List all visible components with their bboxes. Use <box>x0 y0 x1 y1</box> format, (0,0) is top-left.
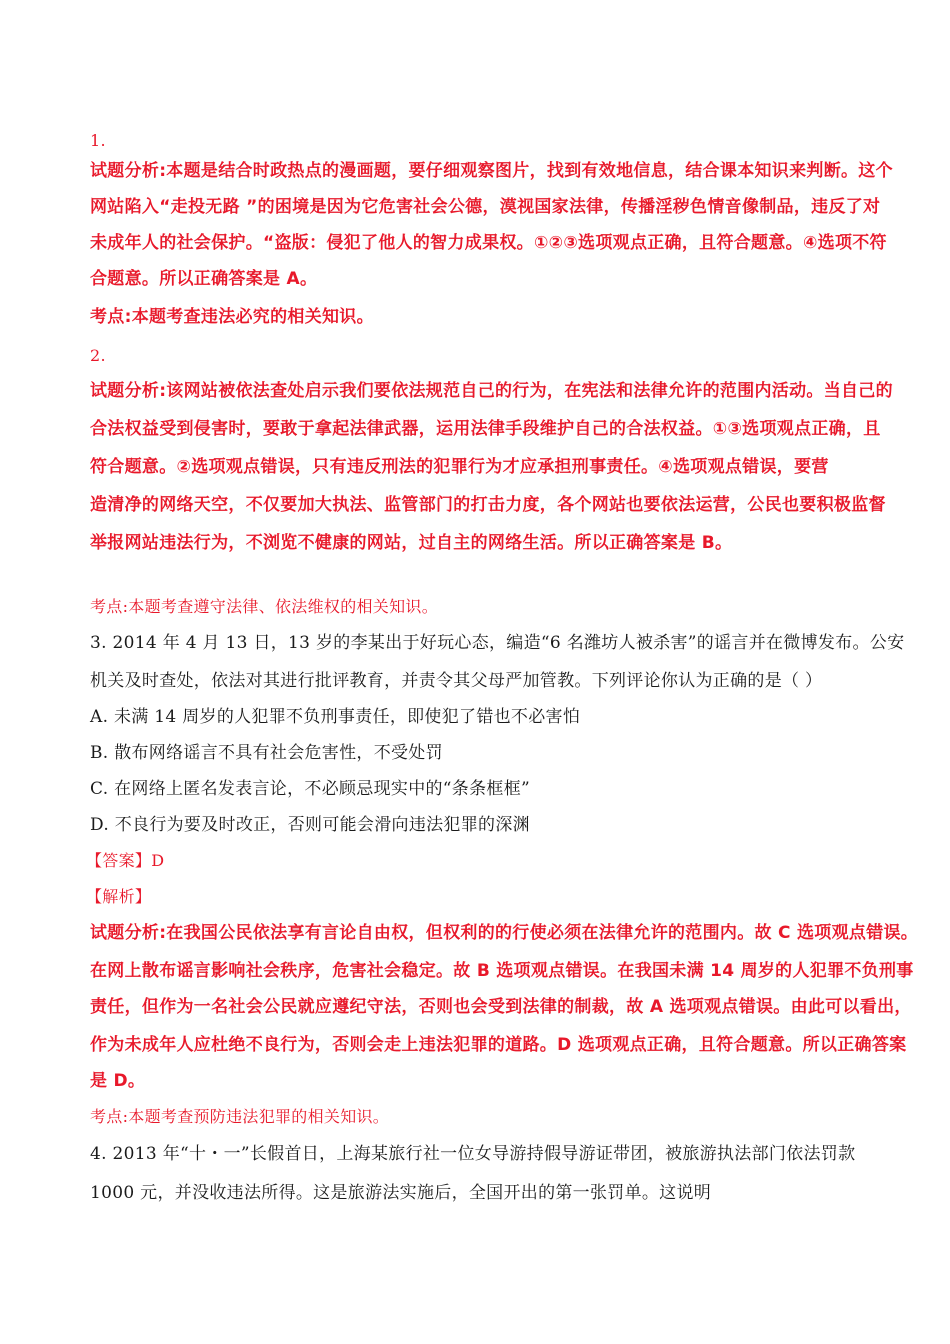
q3-option-c: C. 在网络上匿名发表言论，不必顾忌现实中的“条条框框” <box>90 779 530 799</box>
q1-analysis-line-3: 未成年人的社会保护。“盗版：侵犯了他人的智力成果权。①②③选项观点正确，且符合题意。④选项不符 <box>90 233 887 253</box>
q3-stem-line-1: 3. 2014 年 4 月 13 日，13 岁的李某出于好玩心态，编造“6 名潍坊人被杀害”的谣言并在微博发布。公安 <box>90 633 905 653</box>
q2-analysis-line-5: 举报网站违法行为，不浏览不健康的网站，过自主的网络生活。所以正确答案是 B。 <box>90 533 733 553</box>
q2-analysis-line-1: 试题分析:该网站被依法查处启示我们要依法规范自己的行为，在宪法和法律允许的范围内活动。当自己的 <box>90 381 893 401</box>
q3-analysis-line-5: 是 D。 <box>90 1071 146 1091</box>
q1-analysis-line-4: 合题意。所以正确答案是 A。 <box>90 269 318 289</box>
q3-analysis-line-3: 责任，但作为一名社会公民就应遵纪守法，否则也会受到法律的制裁，故 A 选项观点错误。由此可以看出， <box>90 997 912 1017</box>
q4-stem-line-2: 1000 元，并没收违法所得。这是旅游法实施后，全国开出的第一张罚单。这说明 <box>90 1183 712 1203</box>
q2-point: 考点:本题考查遵守法律、依法维权的相关知识。 <box>90 597 438 616</box>
q2-number: 2. <box>90 346 106 365</box>
q2-analysis-line-2: 合法权益受到侵害时，要敢于拿起法律武器，运用法律手段维护自己的合法权益。①③选项观点正确，且 <box>90 419 881 439</box>
q1-point: 考点:本题考查违法必究的相关知识。 <box>90 307 374 327</box>
q1-number: 1. <box>90 131 106 150</box>
q3-analysis-line-4: 作为未成年人应杜绝不良行为，否则会走上违法犯罪的道路。D 选项观点正确，且符合题意。所以正确答案 <box>90 1035 907 1055</box>
q3-option-a: A. 未满 14 周岁的人犯罪不负刑事责任，即使犯了错也不必害怕 <box>90 707 581 727</box>
q3-analysis-heading: 【解析】 <box>86 887 152 906</box>
q2-analysis-line-3: 符合题意。②选项观点错误，只有违反刑法的犯罪行为才应承担刑事责任。④选项观点错误，要营 <box>90 457 829 477</box>
q3-analysis-line-1: 试题分析:在我国公民依法享有言论自由权，但权利的的行使必须在法律允许的范围内。故 C 选项观点错误。 <box>90 923 919 943</box>
q3-answer: 【答案】D <box>86 851 165 870</box>
q3-stem-line-2: 机关及时查处，依法对其进行批评教育，并责令其父母严加管教。下列评论你认为正确的是（ ） <box>90 671 823 691</box>
q4-stem-line-1: 4. 2013 年“十・一”长假首日，上海某旅行社一位女导游持假导游证带团，被旅游执法部门依法罚款 <box>90 1144 856 1164</box>
q3-option-d: D. 不良行为要及时改正，否则可能会滑向违法犯罪的深渊 <box>90 815 530 835</box>
q3-analysis-line-2: 在网上散布谣言影响社会秩序，危害社会稳定。故 B 选项观点错误。在我国未满 14 周岁的人犯罪不负刑事 <box>90 961 914 981</box>
q1-analysis-line-2: 网站陷入“走投无路 ”的困境是因为它危害社会公德，漠视国家法律，传播淫秽色情音像制品，违反了对 <box>90 197 881 217</box>
q3-point: 考点:本题考查预防违法犯罪的相关知识。 <box>90 1107 390 1126</box>
q1-analysis-line-1: 试题分析:本题是结合时政热点的漫画题，要仔细观察图片，找到有效地信息，结合课本知识来判断。这个 <box>90 161 893 181</box>
q3-option-b: B. 散布网络谣言不具有社会危害性，不受处罚 <box>90 743 443 763</box>
q2-analysis-line-4: 造清净的网络天空，不仅要加大执法、监管部门的打击力度，各个网站也要依法运营，公民也要积极监督 <box>90 495 886 515</box>
